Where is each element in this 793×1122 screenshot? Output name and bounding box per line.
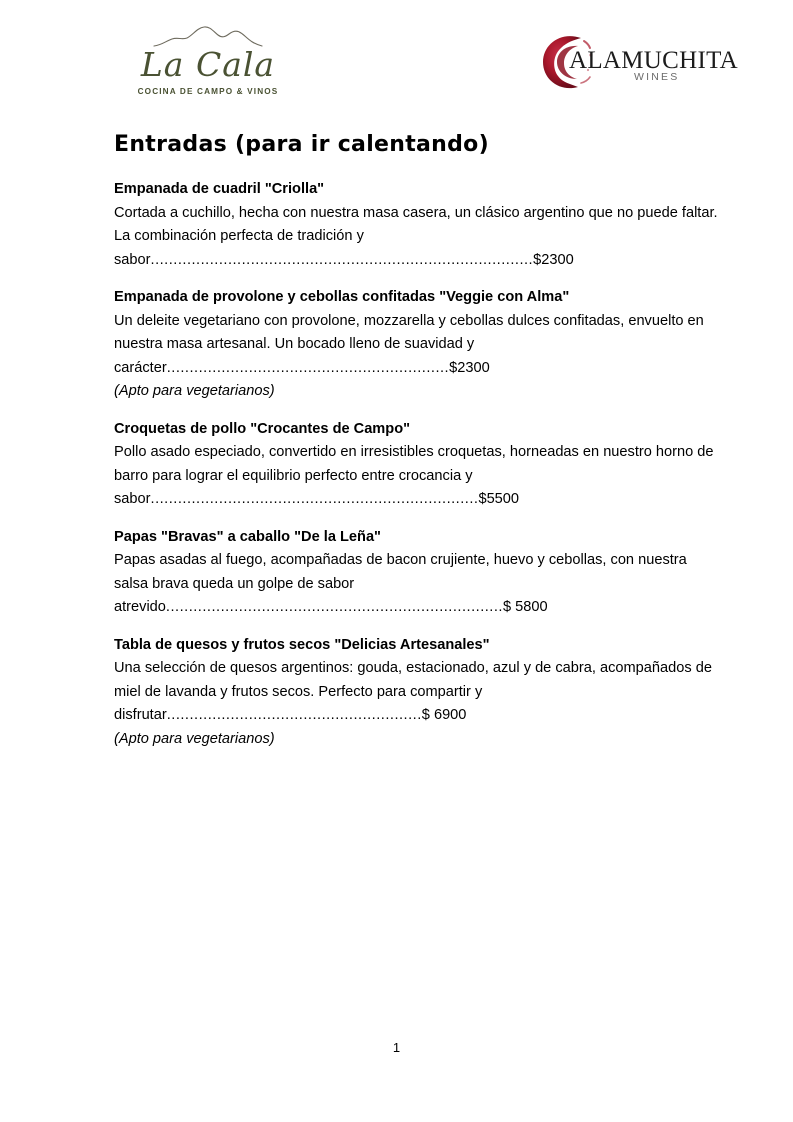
menu-item-name: Tabla de quesos y frutos secos "Delicias Artesanales" bbox=[114, 636, 490, 653]
menu-item-description bbox=[114, 441, 720, 512]
calamuchita-wines-logo bbox=[537, 33, 739, 95]
menu-item-description bbox=[114, 202, 720, 273]
menu-item-note: (Apto para vegetarianos) bbox=[114, 383, 275, 399]
lacala-script-name: La Cala bbox=[140, 45, 276, 84]
menu-item-price: $5500 bbox=[478, 491, 520, 507]
menu-item bbox=[114, 178, 720, 272]
dot-leader: ........................................................................ bbox=[150, 491, 479, 507]
menu-item-name: Empanada de provolone y cebollas confitadas "Veggie con Alma" bbox=[114, 289, 570, 305]
menu-item-name: Empanada de cuadril "Criolla" bbox=[114, 181, 325, 197]
dot-leader: ........................................................ bbox=[166, 707, 422, 723]
menu-item-desc-text: Pollo asado especiado, convertido en irresistibles croquetas, horneadas en nuestro horno de barro para lograr el equilibrio perfecto entre crocancia y sabor bbox=[114, 444, 714, 507]
menu-item-price: $ 5800 bbox=[502, 599, 548, 615]
calamuchita-subtitle: WINES bbox=[634, 71, 680, 83]
menu-item-note: (Apto para vegetarianos) bbox=[114, 730, 275, 747]
menu-content bbox=[114, 132, 720, 765]
menu-item-desc-text: Cortada a cuchillo, hecha con nuestra masa casera, un clásico argentino que no puede faltar. La combinación perfecta de tradición y sabor bbox=[114, 204, 718, 268]
menu-item bbox=[114, 634, 720, 752]
document-header bbox=[0, 0, 793, 115]
calamuchita-wordmark: ALAMUCHITA bbox=[569, 47, 739, 74]
menu-item-price: $2300 bbox=[533, 251, 574, 268]
menu-item-name: Papas "Bravas" a caballo "De la Leña" bbox=[114, 528, 381, 545]
menu-item-desc-text: Una selección de quesos argentinos: gouda, estacionado, azul y de cabra, acompañados de miel de lavanda y frutos secos. Perfecto para compartir y disfrutar bbox=[114, 660, 712, 723]
dot-leader: .................................................................................... bbox=[150, 251, 534, 268]
menu-item-description bbox=[114, 310, 720, 381]
menu-item-description bbox=[114, 549, 720, 620]
lacala-tagline: COCINA DE CAMPO & VINOS bbox=[137, 87, 279, 96]
menu-item-price: $ 6900 bbox=[421, 707, 467, 723]
lacala-logo bbox=[113, 24, 303, 96]
menu-item bbox=[114, 418, 720, 512]
page-number: 1 bbox=[392, 1040, 401, 1055]
menu-item-name: Croquetas de pollo "Crocantes de Campo" bbox=[114, 420, 411, 437]
dot-leader: .......................................................................... bbox=[165, 599, 503, 615]
menu-item-desc-text: Un deleite vegetariano con provolone, mozzarella y cebollas dulces confitadas, envuelto en nuestra masa artesanal. Un bocado lleno de suavidad y carácter bbox=[114, 312, 704, 376]
page-title: Entradas (para ir calentando) bbox=[114, 132, 489, 157]
menu-item-price: $2300 bbox=[449, 359, 490, 376]
dot-leader: .............................................................. bbox=[166, 359, 450, 376]
menu-item-desc-text: Papas asadas al fuego, acompañadas de bacon crujiente, huevo y cebollas, con nuestra salsa brava queda un golpe de sabor atrevido bbox=[114, 552, 687, 615]
menu-item-description bbox=[114, 657, 720, 728]
menu-item bbox=[114, 286, 720, 404]
menu-item bbox=[114, 526, 720, 620]
